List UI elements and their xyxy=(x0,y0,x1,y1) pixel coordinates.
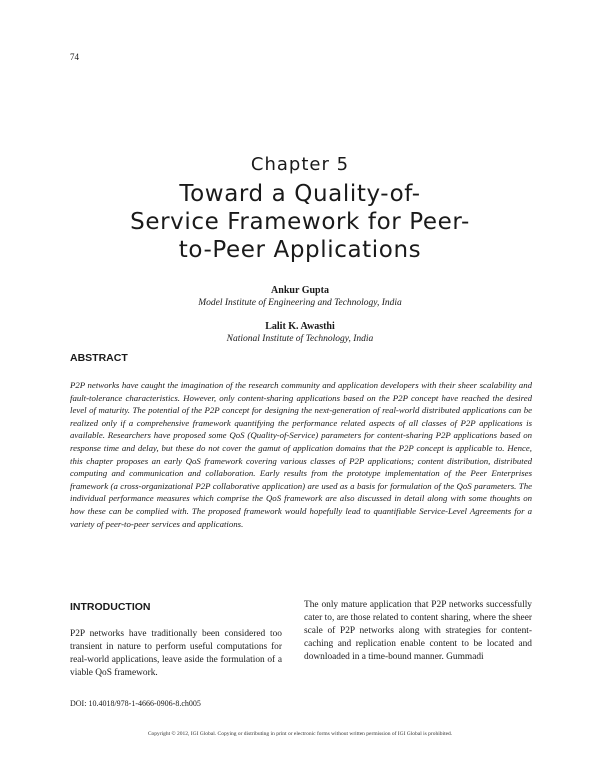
chapter-label: Chapter 5 xyxy=(250,154,350,175)
author-block xyxy=(0,284,600,309)
author-name: Ankur Gupta xyxy=(271,285,329,296)
author-name: Lalit K. Awasthi xyxy=(265,321,335,332)
introduction-right-column: The only mature application that P2P networks successfully cater to, are those related to content sharing, where the sheer scale of P2P networks along with strategies for content-caching and replication enable content to be located and downloaded in a time-bound manner. Gummadi xyxy=(304,600,532,663)
author-block xyxy=(0,320,600,345)
doi: DOI: 10.4018/978-1-4666-0906-8.ch005 xyxy=(70,699,201,708)
introduction-heading: INTRODUCTION xyxy=(70,601,151,613)
introduction-left-column: P2P networks have traditionally been considered too transient in nature to perform useful computations for real-world applications, leave aside the formulation of a viable QoS framework. xyxy=(70,629,282,679)
chapter-title-line: Service Framework for Peer- xyxy=(130,209,470,235)
abstract-text: P2P networks have caught the imagination of the research community and application developers with their sheer scalability and fault-tolerance characteristics. However, only content-sharing applications based on the P2P concept have reached the desired level of maturity. The potential of the P2P concept for designing the next-generation of real-world distributed applications can be realized only if a comprehensive framework quantifying the performance related aspects of all classes of P2P applications is available. Researchers have proposed some QoS (Quality-of-Service) parameters for content-sharing P2P applications based on response time and delay, but these do not cover the gamut of application domains that the P2P concept is applicable to. Hence, this chapter proposes an early QoS framework covering various classes of P2P applications; content distribution, distributed computing and communication and collaboration. Early results from the prototype implementation of the Peer Enterprises framework (a cross-organizational P2P collaborative application) are used as a basis for formulation of the QoS parameters. The individual performance measures which comprise the QoS framework are also discussed in detail along with some thoughts on how these can be complied with. The proposed framework would hopefully lead to quantifiable Service-Level Agreements for a variety of peer-to-peer services and applications. xyxy=(70,380,532,529)
author-affiliation: National Institute of Technology, India xyxy=(226,334,374,344)
chapter-title-line: to-Peer Applications xyxy=(178,237,422,263)
author-affiliation: Model Institute of Engineering and Technology, India xyxy=(198,298,402,308)
copyright-notice: Copyright © 2012, IGI Global. Copying or distributing in print or electronic forms without written permission of IGI Global is prohibited. xyxy=(147,731,453,737)
abstract-heading: ABSTRACT xyxy=(70,352,128,364)
page-number: 74 xyxy=(70,52,79,62)
chapter-title-line: Toward a Quality-of- xyxy=(179,181,421,207)
chapter-title xyxy=(60,180,540,264)
